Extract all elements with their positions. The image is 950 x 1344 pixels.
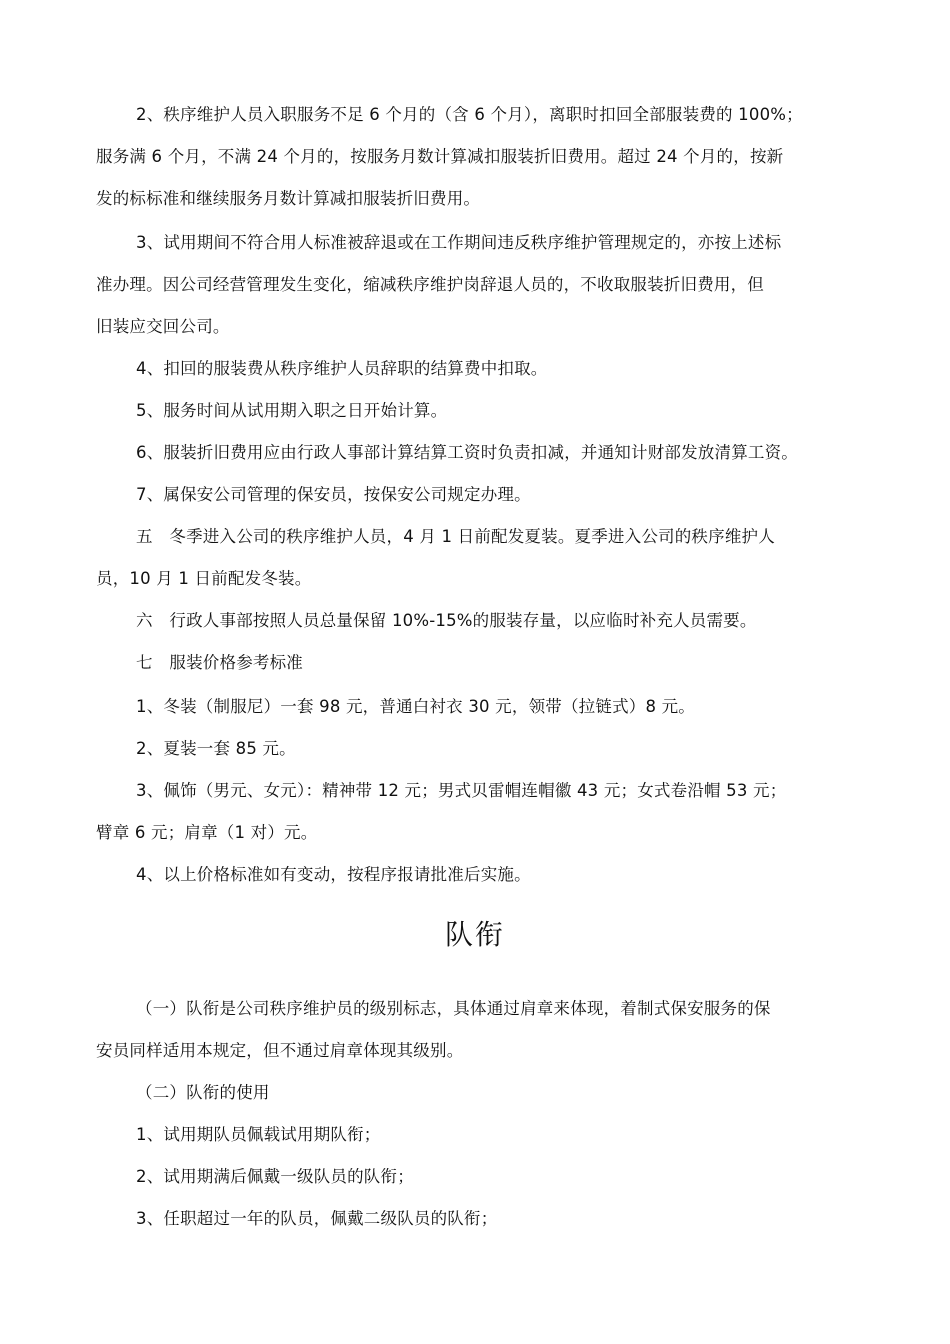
paragraph-line: 臂章 6 元；肩章（1 对）元。 xyxy=(96,823,318,842)
paragraph-line: 七 服装价格参考标准 xyxy=(136,653,303,672)
paragraph-line: 6、服装折旧费用应由行政人事部计算结算工资时负责扣减，并通知计财部发放清算工资。 xyxy=(136,443,798,462)
paragraph-line: （二）队衔的使用 xyxy=(136,1083,270,1102)
paragraph-line: 准办理。因公司经营管理发生变化，缩减秩序维护岗辞退人员的，不收取服装折旧费用，但 xyxy=(96,275,764,294)
paragraph-line: 2、秩序维护人员入职服务不足 6 个月的（含 6 个月），离职时扣回全部服装费的 100%； xyxy=(136,105,803,124)
paragraph-line: 4、扣回的服装费从秩序维护人员辞职的结算费中扣取。 xyxy=(136,359,548,378)
section-title: 队衔 xyxy=(444,918,505,951)
paragraph-line: 2、试用期满后佩戴一级队员的队衔； xyxy=(136,1167,414,1186)
paragraph-line: 五 冬季进入公司的秩序维护人员，4 月 1 日前配发夏装。夏季进入公司的秩序维护人 xyxy=(136,527,775,546)
paragraph-line: 2、夏装一套 85 元。 xyxy=(136,739,296,758)
paragraph-line: 发的标标准和继续服务月数计算减扣服装折旧费用。 xyxy=(96,189,481,208)
paragraph-line: 安员同样适用本规定，但不通过肩章体现其级别。 xyxy=(96,1041,464,1060)
paragraph-line: 3、试用期间不符合用人标准被辞退或在工作期间违反秩序维护管理规定的，亦按上述标 xyxy=(136,233,782,252)
paragraph-line: 7、属保安公司管理的保安员，按保安公司规定办理。 xyxy=(136,485,531,504)
paragraph-line: 服务满 6 个月，不满 24 个月的，按服务月数计算减扣服装折旧费用。超过 24 个月的，按新 xyxy=(96,147,784,166)
paragraph-line: 1、冬装（制服尼）一套 98 元，普通白衬衣 30 元，领带（拉链式）8 元。 xyxy=(136,697,696,716)
paragraph-line: 员，10 月 1 日前配发冬装。 xyxy=(96,569,312,588)
paragraph-line: 5、服务时间从试用期入职之日开始计算。 xyxy=(136,401,448,420)
paragraph-line: 3、任职超过一年的队员，佩戴二级队员的队衔； xyxy=(136,1209,498,1228)
paragraph-line: 3、佩饰（男元、女元）：精神带 12 元；男式贝雷帽连帽徽 43 元；女式卷沿帽 53 元； xyxy=(136,781,787,800)
paragraph-line: 4、以上价格标准如有变动，按程序报请批准后实施。 xyxy=(136,865,531,884)
paragraph-line: 旧装应交回公司。 xyxy=(96,317,230,336)
paragraph-line: 1、试用期队员佩载试用期队衔； xyxy=(136,1125,381,1144)
paragraph-line: （一）队衔是公司秩序维护员的级别标志，具体通过肩章来体现，着制式保安服务的保 xyxy=(136,999,771,1018)
paragraph-line: 六 行政人事部按照人员总量保留 10%-15%的服装存量，以应临时补充人员需要。 xyxy=(136,611,757,630)
